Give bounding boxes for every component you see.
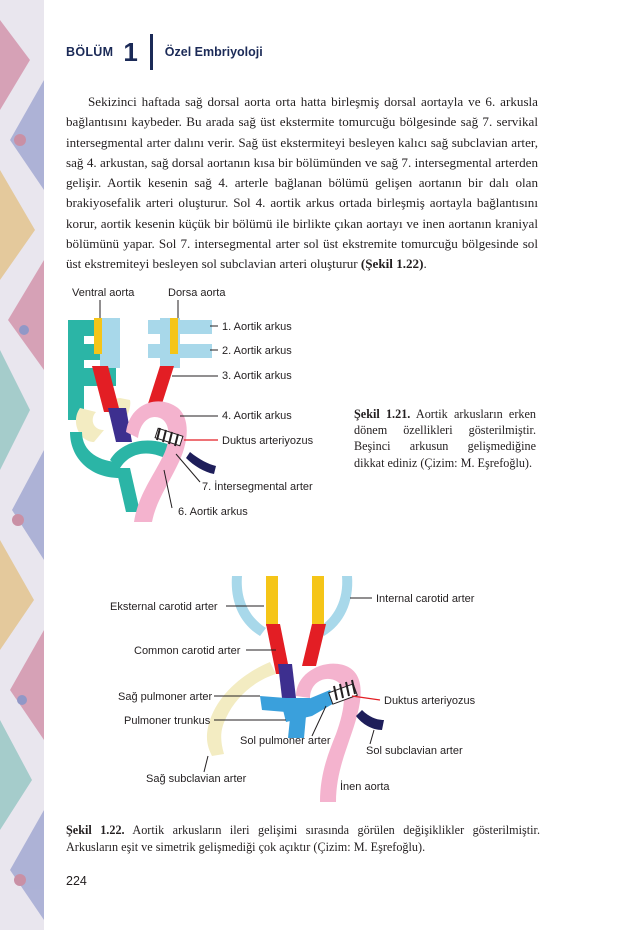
label-external-carotid: Eksternal carotid arter	[110, 601, 218, 613]
page-number: 224	[66, 874, 87, 888]
figure-1-21-diagram	[60, 282, 340, 530]
label-dorsa-aorta: Dorsa aorta	[168, 287, 226, 299]
label-intersegmental-arter: 7. İntersegmental arter	[202, 481, 313, 493]
chapter-label: BÖLÜM	[66, 45, 114, 59]
chapter-divider	[150, 34, 153, 70]
yellow-left-column	[94, 318, 102, 354]
figure-1-21-caption-text: Aortik arkusların erken dönem özellikleri gösterilmiştir. Beşinci arkusun gelişmediğine dikkat ediniz (Çizim: M. Eşrefoğlu).	[354, 407, 536, 470]
yellow-right-carotid	[312, 576, 324, 626]
figure-1-22-diagram	[100, 570, 500, 810]
chapter-number: 1	[123, 36, 138, 67]
teal-left-vert	[68, 320, 84, 420]
label-sag-subclavian: Sağ subclavian arter	[146, 773, 247, 785]
body-paragraph	[66, 92, 538, 275]
teal-tail	[116, 468, 140, 512]
figure-1-22-ref: Şekil 1.22.	[66, 823, 125, 837]
label-arch-3: 3. Aortik arkus	[222, 370, 292, 382]
label-sol-pulmoner: Sol pulmoner arter	[240, 735, 331, 747]
label-arch-6: 6. Aortik arkus	[178, 506, 248, 518]
chapter-title: Özel Embriyoloji	[164, 45, 263, 59]
navy-subclavian	[356, 710, 384, 730]
label-sag-pulmoner: Sağ pulmoner arter	[118, 691, 213, 703]
margin-pattern-graphic	[0, 0, 44, 930]
figure-reference[interactable]: (Şekil 1.22)	[360, 256, 424, 272]
body-paragraph-text: Sekizinci haftada sağ dorsal aorta orta hatta birleşmiş dorsal aortayla ve 6. arkusla bağlantısını kaybeder. Bu arada sağ üst ekstermite tomurcuğu bölgesinde sağ 7. servikal intersegmental arter dalını verir. Sağ üst ekstermiteyi besleyen kalıcı sağ subclavian arter, sağ 4. arkustan, sağ dorsal aortanın kısa bir bölümünden ve sağ 7. intersegmental arterden gelişir. Aortik kesenin sağ 4. arterle bağlanan bölümü gelişen aortanın bir dalı olan brakiyosefalik arteri oluşturur. Sol 4. aortik arkus ortada birleşmiş aortayla bağlantısını korur, aortik kesenin küçük bir bölümü ile birlikte çıkan aortayı ve inen aortanın kraniyal bölümünü yapar. Sol 7. intersegmental arter sol üst ekstremite tomurcuğu bölgesinde sol üst ekstremiteyi besleyen sol subclavian arteri oluşturur	[66, 94, 538, 272]
red-right-common-carotid	[302, 624, 326, 666]
label-pulmoner-trunkus: Pulmoner trunkus	[124, 715, 211, 727]
blue-pulmonary-left	[260, 696, 286, 712]
body-paragraph-end: .	[423, 256, 427, 272]
decorative-margin-strip	[0, 0, 44, 930]
label-common-carotid: Common carotid arter	[134, 645, 241, 657]
lightblue-left-vert	[100, 318, 120, 368]
label-arch-4: 4. Aortik arkus	[222, 410, 292, 422]
label-sol-subclavian: Sol subclavian arter	[366, 745, 463, 757]
yellow-left-carotid	[266, 576, 278, 626]
figure-1-22-caption-text: Aortik arkusların ileri gelişimi sırasında görülen değişiklikler gösterilmiştir. Arkusların eşit ve simetrik gelişmediği çok açıktır (Çizim: M. Eşrefoğlu).	[66, 823, 540, 854]
purple-segment	[278, 664, 296, 698]
label-duktus-arteriyozus: Duktus arteriyozus	[222, 435, 314, 447]
label-inen-aorta: İnen aorta	[340, 781, 390, 793]
figure-1-22-caption	[66, 822, 540, 856]
yellow-right-column	[170, 318, 178, 354]
figure-1-21-caption	[354, 406, 536, 471]
label-ventral-aorta: Ventral aorta	[72, 287, 135, 299]
label-duktus: Duktus arteriyozus	[384, 695, 476, 707]
label-arch-1: 1. Aortik arkus	[222, 321, 292, 333]
label-arch-2: 2. Aortik arkus	[222, 345, 292, 357]
chapter-header	[66, 34, 263, 70]
label-internal-carotid: Internal carotid arter	[376, 593, 475, 605]
figure-1-21-ref: Şekil 1.21.	[354, 407, 411, 421]
